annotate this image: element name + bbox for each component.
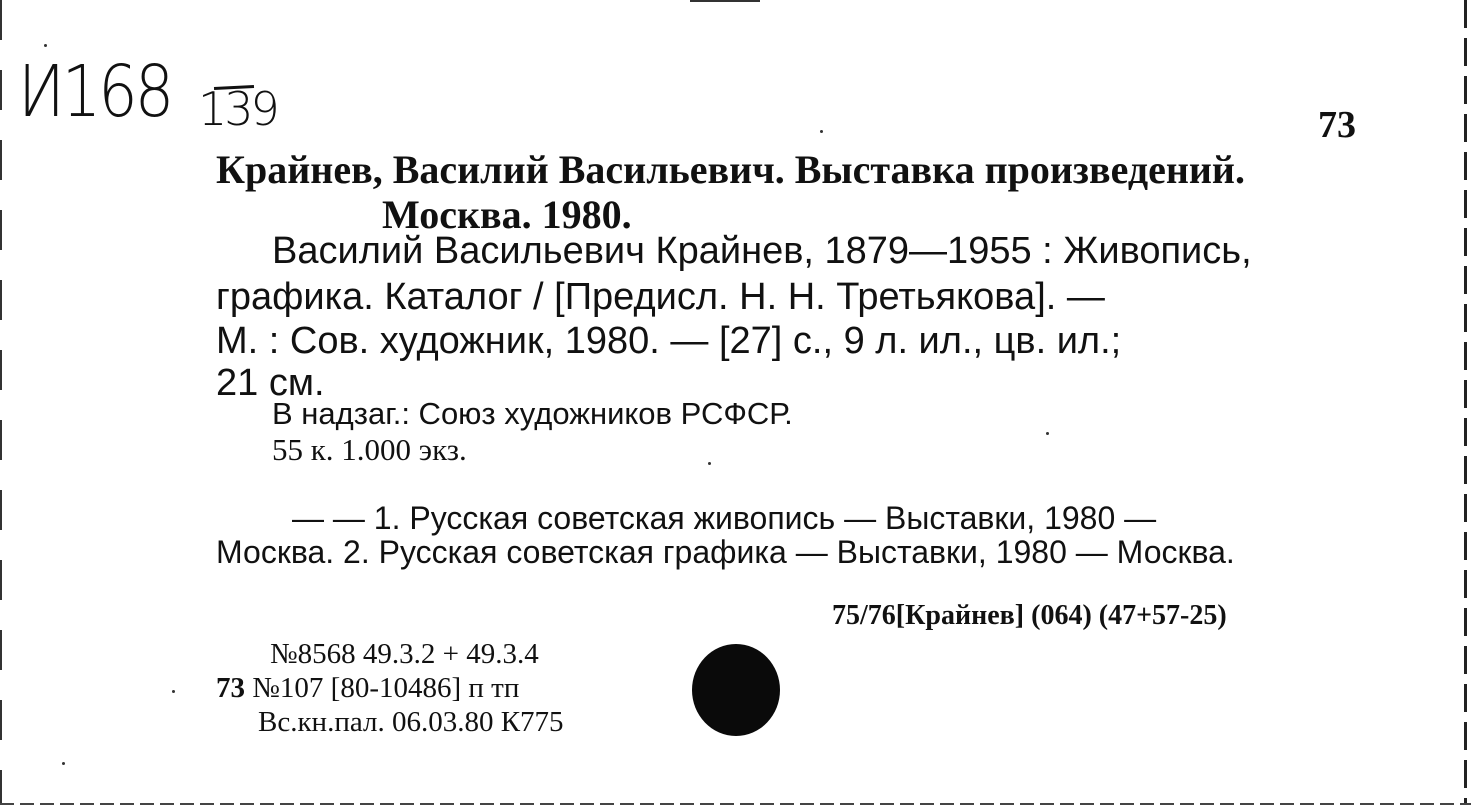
- technical-prefix: 73: [216, 672, 245, 704]
- handwritten-sub-number: 139: [198, 82, 277, 136]
- price-circulation: 55 к. 1.000 экз.: [272, 432, 467, 467]
- description-line: графика. Каталог / [Предисл. Н. Н. Третьякова]. —: [216, 276, 1105, 318]
- heading-line-1: Крайнев, Василий Васильевич. Выставка произведений.: [216, 147, 1245, 192]
- right-edge: [1464, 0, 1467, 805]
- top-edge-mark: [690, 0, 760, 2]
- ink-speck: [708, 462, 711, 465]
- ink-speck: [820, 130, 823, 133]
- heading-line-2: Москва. 1980.: [382, 192, 632, 237]
- punch-hole: [692, 644, 780, 736]
- ink-speck: [44, 44, 47, 47]
- ink-speck: [1046, 432, 1049, 435]
- subject-heading: — — 1. Русская советская живопись — Выставки, 1980 —: [292, 500, 1157, 536]
- note-line: В надзаг.: Союз художников РСФСР.: [272, 396, 793, 431]
- technical-line: №8568 49.3.2 + 49.3.4: [270, 638, 539, 670]
- description-line: М. : Сов. художник, 1980. — [27] с., 9 л. ил., цв. ил.;: [216, 320, 1122, 362]
- card-number: 73: [1318, 104, 1356, 146]
- handwritten-call-number: И168: [18, 49, 172, 134]
- technical-rest: №107 [80-10486] п тп: [245, 672, 520, 704]
- ink-speck: [172, 690, 175, 693]
- description-line: Василий Васильевич Крайнев, 1879—1955 : Живопись,: [272, 230, 1252, 272]
- ink-speck: [62, 762, 65, 765]
- technical-line: Вс.кн.пал. 06.03.80 К775: [258, 706, 564, 738]
- classification-code: 75/76[Крайнев] (064) (47+57-25): [832, 600, 1227, 631]
- left-edge: [0, 0, 2, 805]
- technical-line: [216, 672, 519, 705]
- description-line: 21 см.: [216, 362, 325, 404]
- subject-heading: Москва. 2. Русская советская графика — Выставки, 1980 — Москва.: [216, 534, 1235, 570]
